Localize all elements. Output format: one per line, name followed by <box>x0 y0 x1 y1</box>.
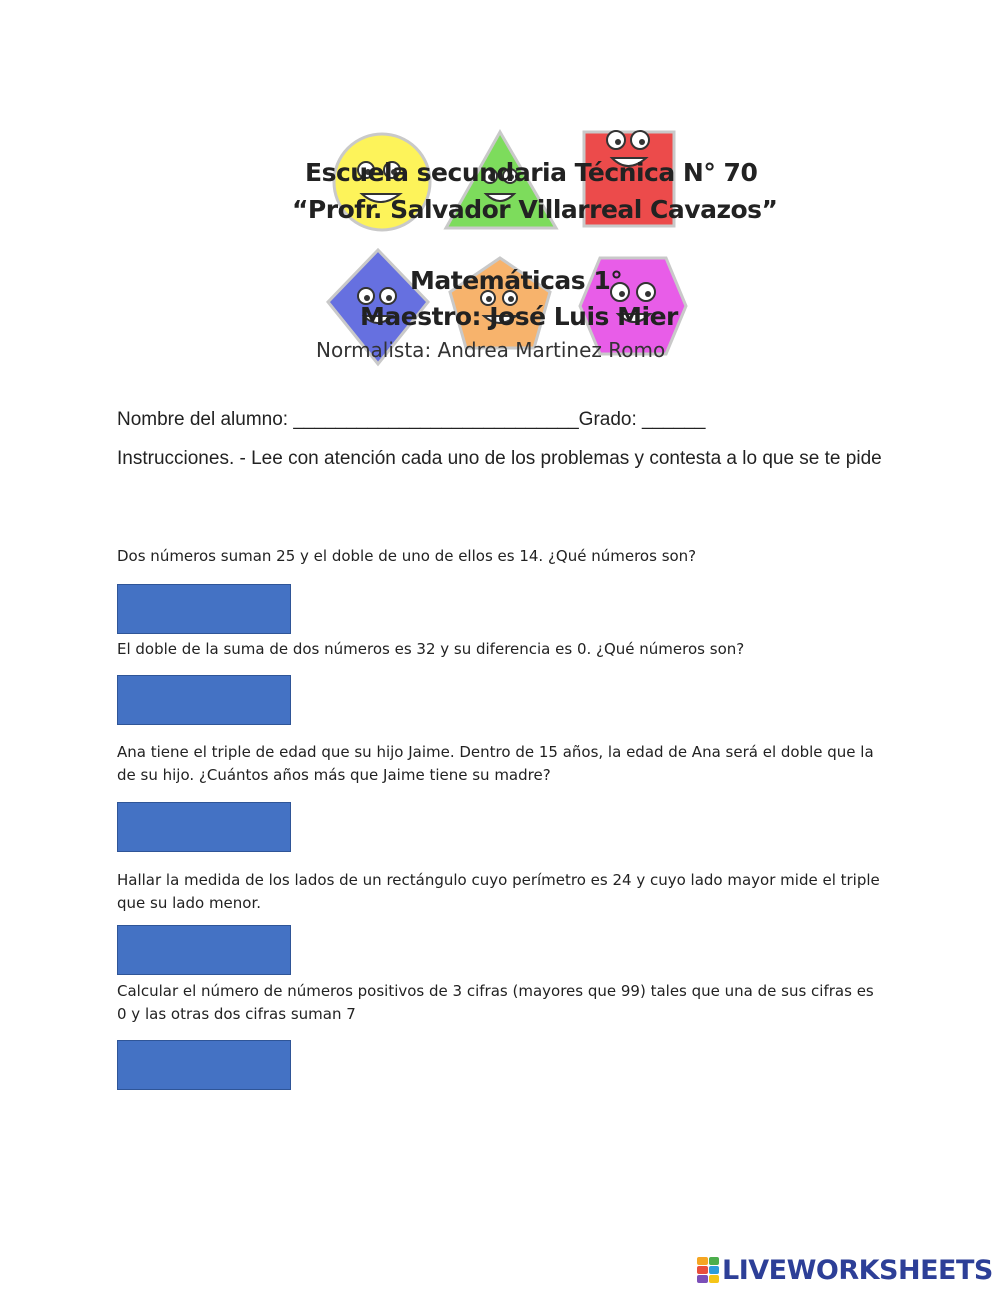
instructions: Instrucciones. - Lee con atención cada uno de los problemas y contesta a lo que se te pide <box>117 448 882 469</box>
answer-box-4[interactable] <box>117 925 291 975</box>
brand-text: LIVEWORKSHEETS <box>722 1254 993 1286</box>
answer-box-1[interactable] <box>117 584 291 634</box>
subject-title: Matemáticas 1° <box>410 266 623 295</box>
liveworksheets-logo-icon <box>697 1257 719 1283</box>
normalista-name: Normalista: Andrea Martinez Romo <box>316 338 666 362</box>
teacher-name: Maestro: José Luis Mier <box>360 302 678 331</box>
question-4: Hallar la medida de los lados de un rectángulo cuyo perímetro es 24 y cuyo lado mayor mide el triple que su lado menor. <box>117 871 880 912</box>
question-3: Ana tiene el triple de edad que su hijo Jaime. Dentro de 15 años, la edad de Ana será el doble que la de su hijo. ¿Cuántos años más que Jaime tiene su madre? <box>117 743 874 784</box>
question-2: El doble de la suma de dos números es 32 y su diferencia es 0. ¿Qué números son? <box>117 640 745 658</box>
student-name-grade-line: Nombre del alumno: ___________________________Grado: ______ <box>117 409 706 430</box>
question-1: Dos números suman 25 y el doble de uno de ellos es 14. ¿Qué números son? <box>117 547 697 565</box>
answer-box-5[interactable] <box>117 1040 291 1090</box>
school-name: Escuela secundaria Técnica N° 70 <box>305 158 758 187</box>
liveworksheets-brand[interactable] <box>697 1255 993 1285</box>
answer-box-3[interactable] <box>117 802 291 852</box>
answer-box-2[interactable] <box>117 675 291 725</box>
school-namesake: “Profr. Salvador Villarreal Cavazos” <box>292 195 778 224</box>
question-5: Calcular el número de números positivos de 3 cifras (mayores que 99) tales que una de sus cifras es 0 y las otras dos cifras suman 7 <box>117 982 874 1023</box>
